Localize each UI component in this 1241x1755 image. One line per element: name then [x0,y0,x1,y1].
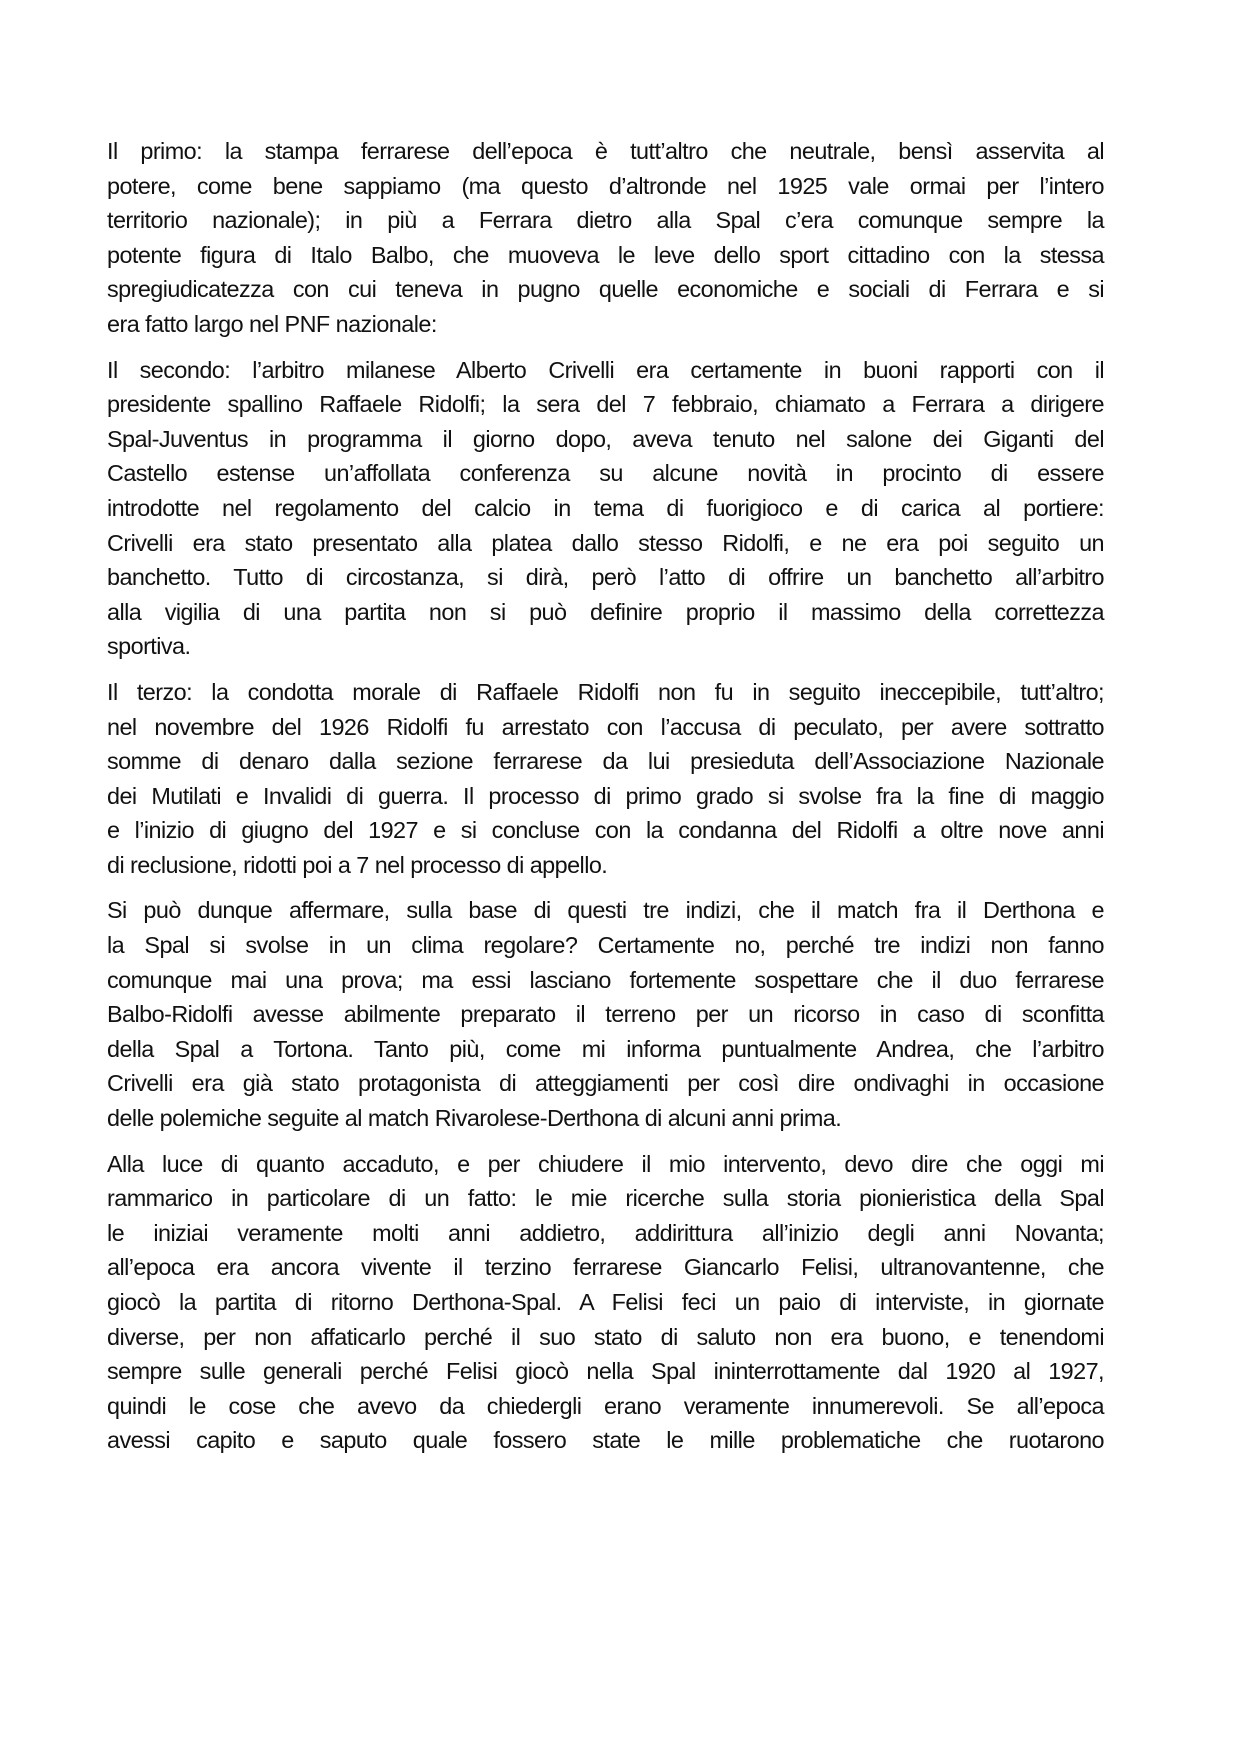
text-line: la Spal si svolse in un clima regolare? Certamente no, perché tre indizi non fanno [107,932,1104,959]
text-line: spregiudicatezza con cui teneva in pugno quelle economiche e sociali di Ferrara e si [107,276,1104,303]
text-line: all’epoca era ancora vivente il terzino ferrarese Giancarlo Felisi, ultranovantenne, che [107,1254,1104,1281]
text-line: avessi capito e saputo quale fossero state le mille problematiche che ruotarono [107,1427,1104,1454]
text-line: rammarico in particolare di un fatto: le mie ricerche sulla storia pionieristica della Spal [107,1185,1104,1212]
text-line: era fatto largo nel PNF nazionale: [107,310,437,337]
text-line: somme di denaro dalla sezione ferrarese da lui presieduta dell’Associazione Nazionale [107,748,1104,775]
text-line: dei Mutilati e Invalidi di guerra. Il processo di primo grado si svolse fra la fine di maggio [107,782,1104,809]
text-line: Crivelli era già stato protagonista di atteggiamenti per così dire ondivaghi in occasione [107,1070,1104,1097]
text-line: Alla luce di quanto accaduto, e per chiudere il mio intervento, devo dire che oggi mi [107,1150,1104,1177]
text-line: banchetto. Tutto di circostanza, si dirà, però l’atto di offrire un banchetto all’arbitro [107,564,1104,591]
text-line: giocò la partita di ritorno Derthona-Spal. A Felisi feci un paio di interviste, in giornate [107,1289,1104,1315]
text-line: Crivelli era stato presentato alla platea dallo stesso Ridolfi, e ne era poi seguito un [107,529,1104,556]
paragraph-conclusione-indizi [107,893,1104,1135]
text-line: Il secondo: l’arbitro milanese Alberto Crivelli era certamente in buoni rapporti con il [107,356,1104,383]
text-line: di reclusione, ridotti poi a 7 nel processo di appello. [107,851,608,878]
text-line: Balbo-Ridolfi avesse abilmente preparato il terreno per un ricorso in caso di sconfitta [107,1001,1104,1028]
text-line: territorio nazionale); in più a Ferrara dietro alla Spal c’era comunque sempre la [107,207,1104,234]
text-line: Il terzo: la condotta morale di Raffaele Ridolfi non fu in seguito ineccepibile, tutt’altro; [107,678,1104,705]
text-line: Castello estense un’affollata conferenza su alcune novità in procinto di essere [107,460,1104,487]
text-line: potente figura di Italo Balbo, che muoveva le leve dello sport cittadino con la stessa [107,241,1104,268]
paragraph-chiusura [107,1147,1104,1458]
text-line: della Spal a Tortona. Tanto più, come mi informa puntualmente Andrea, che l’arbitro [107,1035,1104,1062]
text-line: Spal-Juventus in programma il giorno dopo, aveva tenuto nel salone dei Giganti del [107,425,1104,452]
text-line: diverse, per non affaticarlo perché il suo stato di saluto non era buono, e tenendomi [107,1323,1104,1350]
text-line: delle polemiche seguite al match Rivarolese-Derthona di alcuni anni prima. [107,1105,842,1132]
text-line: le iniziai veramente molti anni addietro, addirittura all’inizio degli anni Novanta; [107,1219,1104,1246]
text-line: sportiva. [107,633,191,660]
text-line: quindi le cose che avevo da chiedergli erano veramente innumerevoli. Se all’epoca [107,1392,1104,1419]
paragraph-primo [107,134,1104,342]
text-line: Si può dunque affermare, sulla base di questi tre indizi, che il match fra il Derthona e [107,897,1104,924]
text-line: potere, come bene sappiamo (ma questo d’altronde nel 1925 vale ormai per l’intero [107,172,1104,199]
text-line: comunque mai una prova; ma essi lasciano fortemente sospettare che il duo ferrarese [107,966,1104,993]
text-line: sempre sulle generali perché Felisi giocò nella Spal ininterrottamente dal 1920 al 1927, [107,1358,1104,1385]
paragraph-terzo [107,675,1104,883]
text-line: e l’inizio di giugno del 1927 e si concluse con la condanna del Ridolfi a oltre nove anni [107,817,1104,844]
text-line: nel novembre del 1926 Ridolfi fu arrestato con l’accusa di peculato, per avere sottratto [107,713,1104,740]
paragraph-secondo [107,353,1104,664]
text-line: presidente spallino Raffaele Ridolfi; la sera del 7 febbraio, chiamato a Ferrara a dirigere [107,391,1104,418]
text-line: alla vigilia di una partita non si può definire proprio il massimo della correttezza [107,598,1104,625]
text-line: Il primo: la stampa ferrarese dell’epoca è tutt’altro che neutrale, bensì asservita al [107,138,1104,164]
text-line: introdotte nel regolamento del calcio in tema di fuorigioco e di carica al portiere: [107,494,1104,521]
document-page [107,134,1104,1469]
